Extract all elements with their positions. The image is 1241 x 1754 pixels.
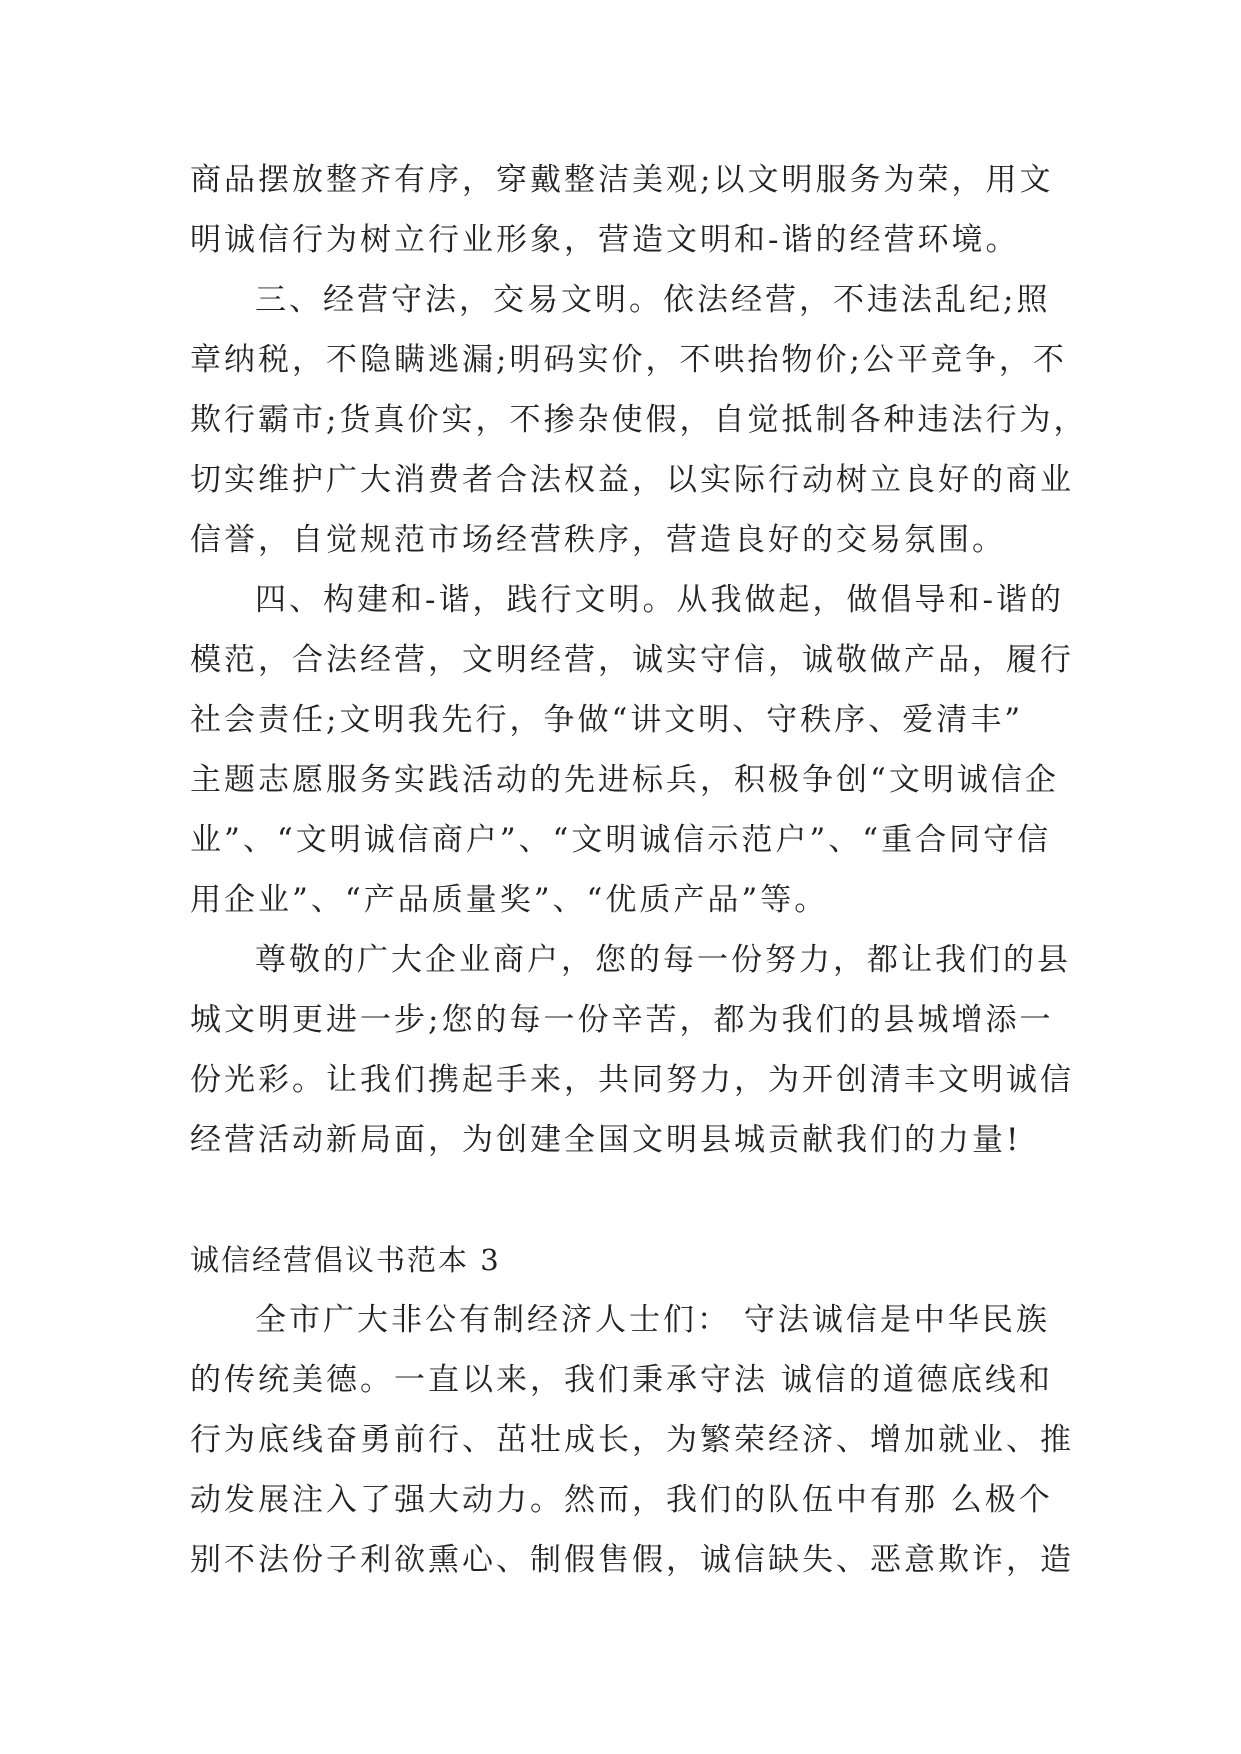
text-line: 城文明更进一步;您的每一份辛苦，都为我们的县城增添一: [190, 1002, 1054, 1038]
text-line: 全市广大非公有制经济人士们： 守法诚信是中华民族: [255, 1302, 1050, 1338]
text-line: 主题志愿服务实践活动的先进标兵，积极争创“文明诚信企: [190, 762, 1059, 798]
text-line: 份光彩。让我们携起手来，共同努力，为开创清丰文明诚信: [190, 1062, 1074, 1098]
section-spacer: [190, 1170, 1070, 1230]
text-line: 动发展注入了强大动力。然而，我们的队伍中有那 么极个: [190, 1482, 1053, 1518]
text-line: 别不法份子利欲熏心、制假售假，诚信缺失、恶意欺诈，造: [190, 1542, 1074, 1578]
text-line: 章纳税，不隐瞒逃漏;明码实价，不哄抬物价;公平竞争，不: [190, 342, 1067, 378]
text-line: 经营活动新局面，为创建全国文明县城贡献我们的力量!: [190, 1122, 1022, 1158]
text-line: 欺行霸市;货真价实，不掺杂使假，自觉抵制各种违法行为，: [190, 402, 1088, 438]
text-line: 信誉，自觉规范市场经营秩序，营造良好的交易氛围。: [190, 522, 1006, 558]
text-line: 明诚信行为树立行业形象，营造文明和-谐的经营环境。: [190, 222, 1020, 258]
text-line: 商品摆放整齐有序，穿戴整洁美观;以文明服务为荣，用文: [190, 162, 1054, 198]
paragraph-closing: [190, 930, 1074, 1170]
text-line: 切实维护广大消费者合法权益，以实际行动树立良好的商业: [190, 462, 1074, 498]
paragraph-four: [190, 570, 1074, 930]
text-line: 业”、“文明诚信商户”、“文明诚信示范户”、“重合同守信: [190, 822, 1052, 858]
text-line: 社会责任;文明我先行，争做“讲文明、守秩序、爱清丰”: [190, 702, 1024, 738]
paragraph-section-three: [190, 1290, 1074, 1590]
section-title: 诚信经营倡议书范本 3: [190, 1243, 501, 1277]
text-line: 模范，合法经营，文明经营，诚实守信，诚敬做产品，履行: [190, 642, 1074, 678]
text-line: 行为底线奋勇前行、茁壮成长，为繁荣经济、增加就业、推: [190, 1422, 1074, 1458]
text-line: 用企业”、“产品质量奖”、“优质产品”等。: [190, 882, 829, 918]
document-body: [190, 150, 1088, 1590]
text-line: 四、构建和-谐，践行文明。从我做起，做倡导和-谐的: [255, 582, 1064, 618]
text-line: 尊敬的广大企业商户，您的每一份努力，都让我们的县: [255, 942, 1071, 978]
text-line: 三、经营守法，交易文明。依法经营，不违法乱纪;照: [255, 282, 1051, 318]
paragraph-three: [190, 270, 1088, 570]
text-line: 的传统美德。一直以来，我们秉承守法 诚信的道德底线和: [190, 1362, 1053, 1398]
paragraph-continuation: [190, 150, 1070, 270]
